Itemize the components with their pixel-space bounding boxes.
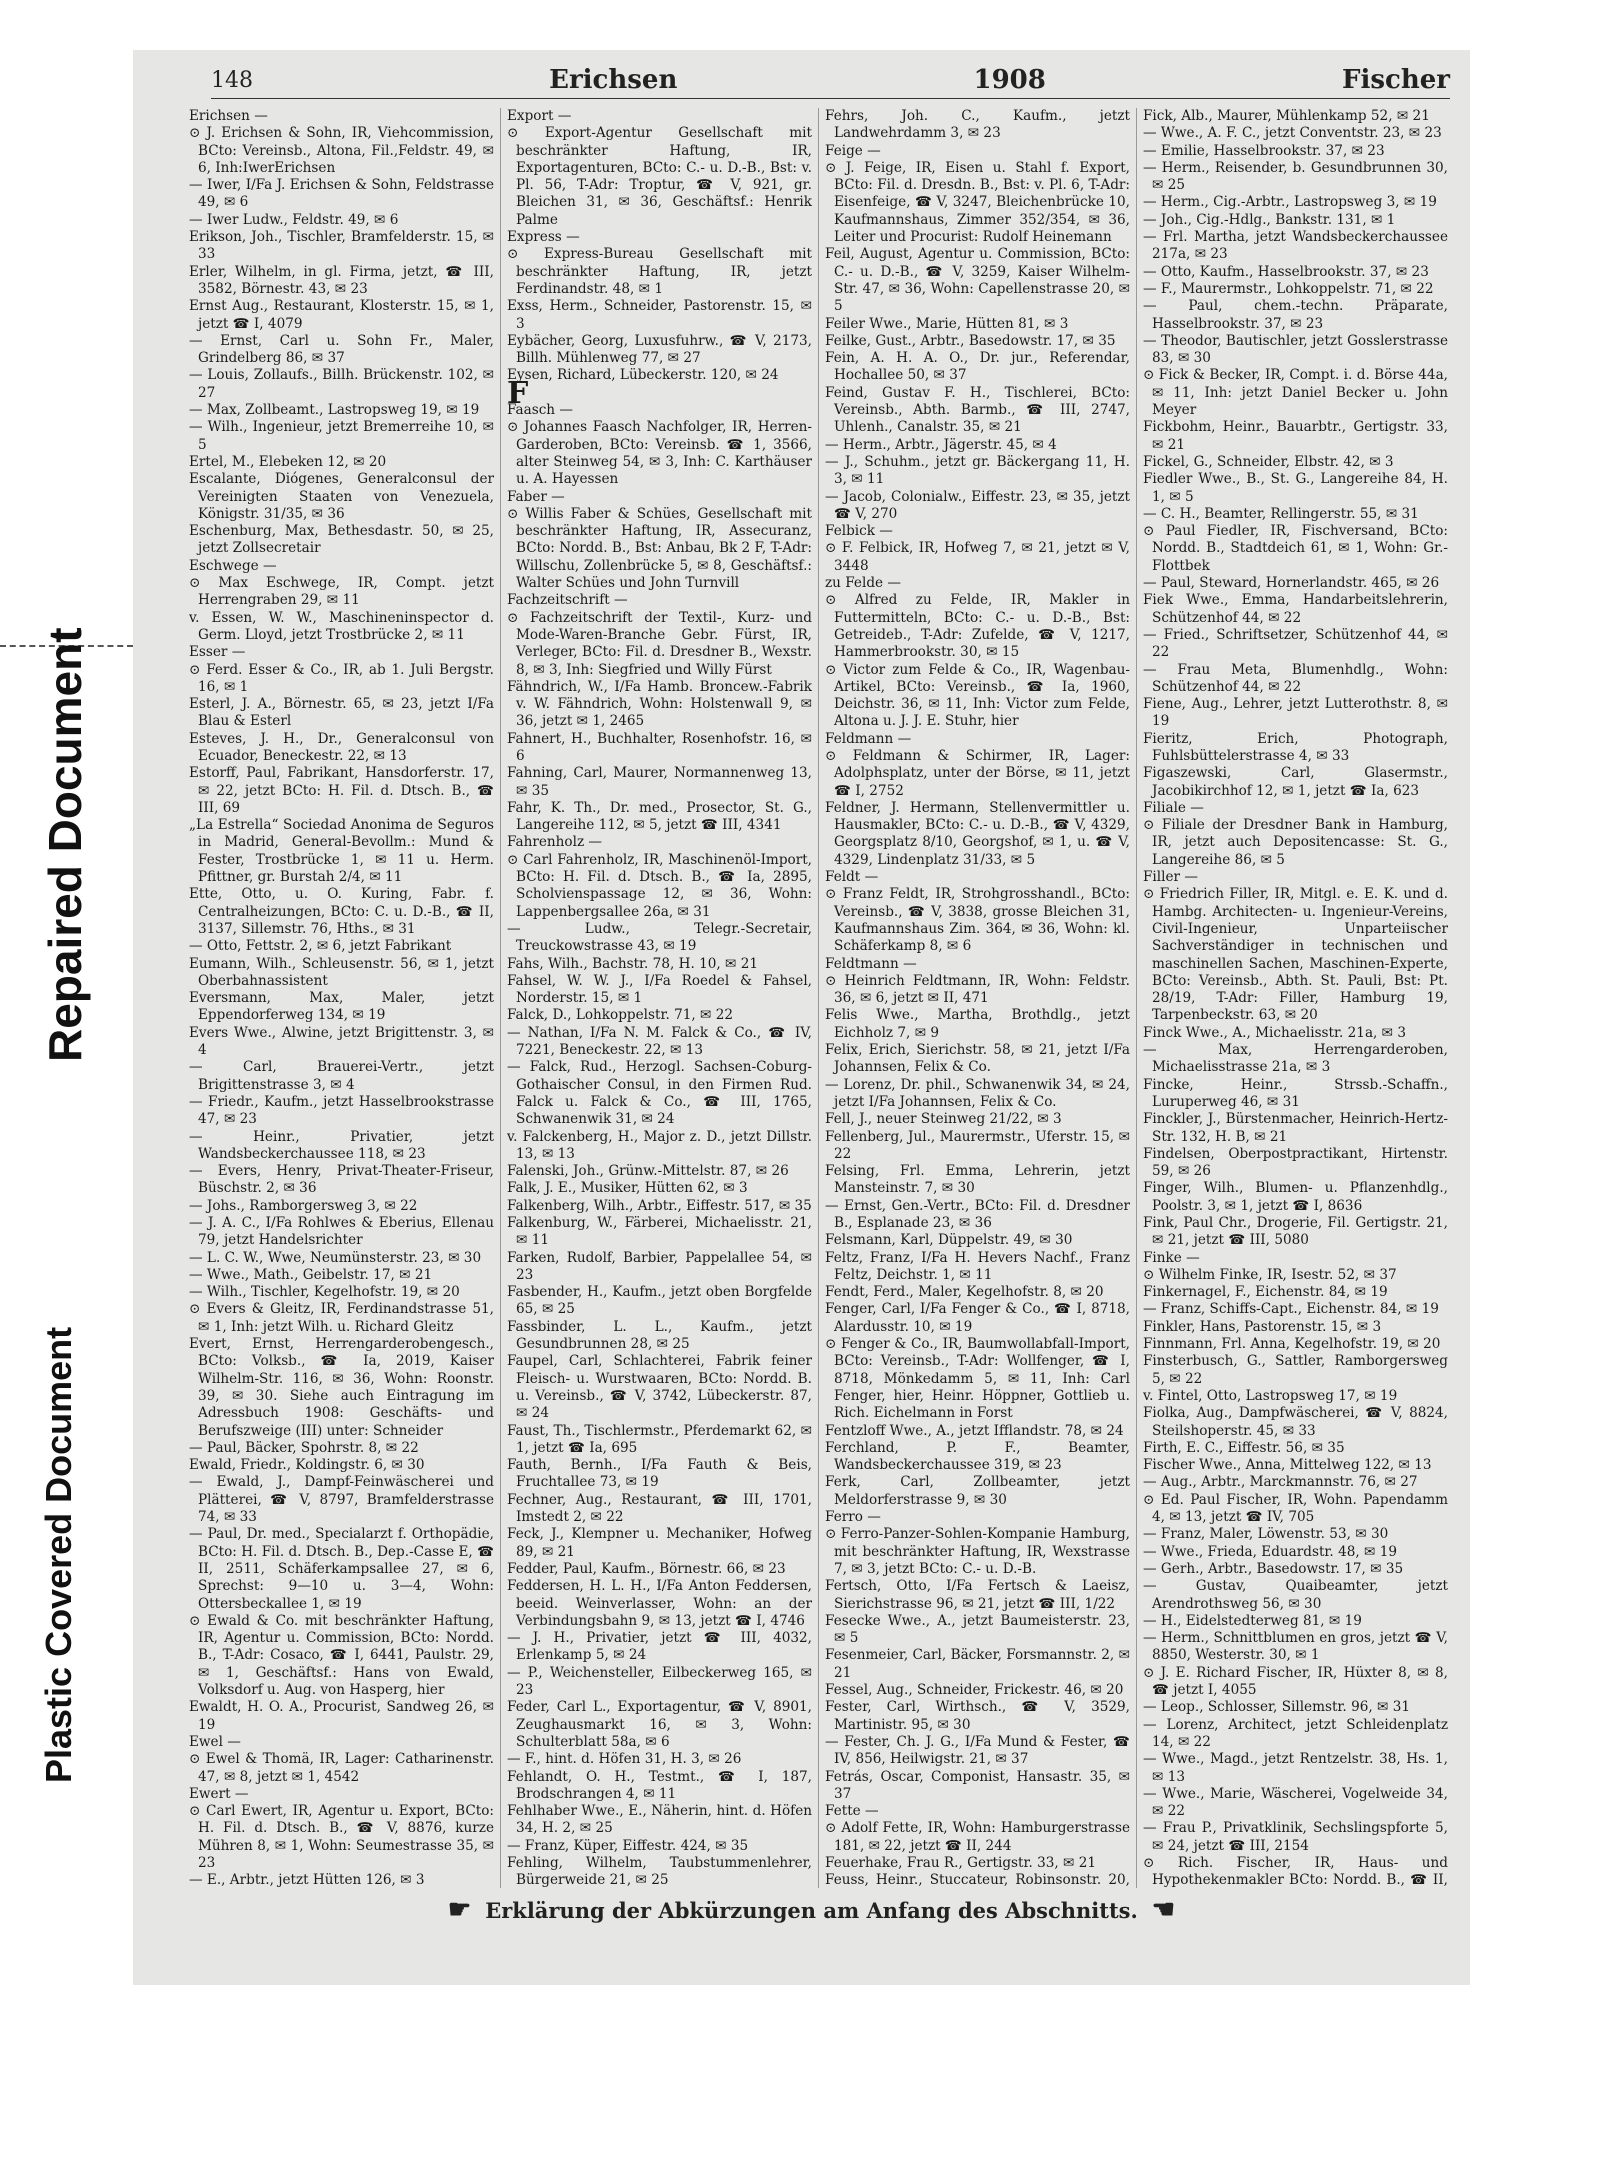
directory-entry: Feiler Wwe., Marie, Hütten 81, ✉ 3: [825, 315, 1069, 332]
directory-entry: v. Fintel, Otto, Lastropsweg 17, ✉ 19: [1143, 1387, 1398, 1404]
directory-entry: Fiek Wwe., Emma, Handarbeitslehrerin, Schützenhof 44, ✉ 22: [1143, 592, 1448, 626]
directory-entry: ⊙ Alfred zu Felde, IR, Makler in Futtermitteln, BCto: C.- u. D.-B., Bst: Getreideb., T-Adr: Zufelde, ☎ V, 1217, Hammerbrookstr. 30, ✉ 15: [825, 592, 1130, 661]
directory-entry: — E., Arbtr., jetzt Hütten 126, ✉ 3: [189, 1872, 425, 1888]
directory-entry: ⊙ Ewald & Co. mit beschränkter Haftung, IR, Agentur u. Commission, BCto: Nordd. B., T-Adr: Cosaco, ☎ I, 6441, Paulstr. 29, ✉ 1, Geschäftsf.: Hans von Ewald, Volksdorf u. Aug. von Hasperg, hier: [189, 1612, 494, 1699]
directory-entry: ⊙ Max Eschwege, IR, Compt. jetzt Herrengraben 29, ✉ 11: [189, 575, 494, 609]
header-last-entry: Fischer: [1342, 65, 1450, 95]
directory-entry: Finger, Wilh., Blumen- u. Pflanzenhdlg., Poolstr. 3, ✉ 1, jetzt ☎ I, 8636: [1143, 1180, 1448, 1214]
directory-entry: ⊙ J. Feige, IR, Eisen u. Stahl f. Export, BCto: Fil. d. Dresdn. B., Bst: v. Pl. 6, T-Adr: Eisenfeige, ☎ V, 3247, Bleichenbrücke 10, Kaufmannshaus, Zimmer 352/354, ✉ 36, Leiter und Procurist: Rudolf Heinemann: [825, 159, 1130, 246]
directory-entry: Feder, Carl L., Exportagentur, ☎ V, 8901, Zeughausmarkt 16, ✉ 3, Wohn: Schulterblatt 58a, ✉ 6: [507, 1699, 812, 1750]
directory-entry: Evers Wwe., Alwine, jetzt Brigittenstr. 3, ✉ 4: [189, 1024, 494, 1059]
directory-entry: — Ernst, Gen.-Vertr., BCto: Fil. d. Dresdner B., Esplanade 23, ✉ 36: [825, 1197, 1130, 1231]
directory-entry: Fahsel, W. W. J., I/Fa Roedel & Fahsel, Norderstr. 15, ✉ 1: [507, 972, 812, 1007]
directory-entry: ⊙ Paul Fiedler, IR, Fischversand, BCto: Nordd. B., Stadtdeich 61, ✉ 1, Wohn: Gr.-Flottbek: [1143, 523, 1448, 574]
directory-entry: Fenger, Carl, I/Fa Fenger & Co., ☎ I, 8718, Alardusstr. 10, ✉ 19: [825, 1301, 1130, 1335]
directory-entry: — Fried., Schriftsetzer, Schützenhof 44, ✉ 22: [1143, 626, 1448, 661]
directory-entry: Export —: [507, 108, 572, 124]
directory-entry: — Herm., Reisender, b. Gesundbrunnen 30, ✉ 25: [1143, 159, 1448, 194]
directory-entry: „La Estrella“ Sociedad Anonima de Seguros in Madrid, General-Bevollm.: Mund & Fester, Trostbrücke 1, ✉ 11 u. Herm. Pfittner, gr. Burstah 2/4, ✉ 11: [189, 817, 494, 886]
directory-entry: Feilke, Gust., Arbtr., Basedowstr. 17, ✉ 35: [825, 332, 1116, 349]
directory-entry: Evert, Ernst, Herrengarderobengesch., BCto: Volksb., ☎ Ia, 2019, Kaiser Wilhelm-Str. 116, ✉ 36, Wohn: Roonstr. 39, ✉ 30. Siehe auch Eintragung im Adressbuch 1908: Geschäfts- und Berufszweige (III) unter: Schneider: [189, 1336, 494, 1439]
directory-entry: Fentzloff Wwe., A., jetzt Ifflandstr. 78, ✉ 24: [825, 1422, 1124, 1439]
directory-entry: ⊙ Franz Feldt, IR, Strohgrosshandl., BCto: Vereinsb., ☎ V, 3838, grosse Bleichen 31, Kaufmannshaus Zim. 364, ✉ 36, Wohn: kl. Schäferkamp 8, ✉ 6: [825, 886, 1130, 955]
directory-entry: — Emilie, Hasselbrookstr. 37, ✉ 23: [1143, 142, 1385, 159]
directory-entry: — Gerh., Arbtr., Basedowstr. 17, ✉ 35: [1143, 1560, 1404, 1577]
directory-entry: Eysen, Richard, Lübeckerstr. 120, ✉ 24: [507, 367, 779, 384]
directory-entry: Fieritz, Erich, Photograph, Fuhlsbüttelerstrasse 4, ✉ 33: [1143, 730, 1448, 764]
directory-entry: Erler, Wilhelm, in gl. Firma, jetzt, ☎ III, 3582, Börnestr. 43, ✉ 23: [189, 263, 494, 297]
directory-entry: Fahs, Wilh., Bachstr. 78, H. 10, ✉ 21: [507, 955, 759, 972]
directory-entry: ⊙ Friedrich Filler, IR, Mitgl. e. E. K. und d. Hambg. Architecten- u. Ingenieur-Vereins, Civil-Ingenieur, Unparteiischer Sachverständiger in technischen und maschinellen Sachen, Maschinen-Experte, BCto: Vereinsb., Abth. St. Pauli, Bst: Pt. 28/19, T-Adr: Filler, Hamburg 19, Tarpenbeckstr. 63, ✉ 20: [1143, 886, 1448, 1024]
directory-entry: Finkler, Hans, Pastorenstr. 15, ✉ 3: [1143, 1318, 1382, 1335]
page-footer: [193, 1895, 1430, 1925]
directory-entry: Ferchland, P. F., Beamter, Wandsbeckerchaussee 319, ✉ 23: [825, 1439, 1130, 1474]
directory-entry: — Franz, Küper, Eiffestr. 424, ✉ 35: [507, 1837, 749, 1854]
directory-entry: Feldmann —: [825, 730, 912, 747]
directory-entry: Express —: [507, 229, 580, 246]
directory-entry: — Herm., Arbtr., Jägerstr. 45, ✉ 4: [825, 436, 1057, 453]
directory-entry: Fassbinder, L. L., Kaufm., jetzt Gesundbrunnen 28, ✉ 25: [507, 1318, 812, 1353]
directory-entry: Esser —: [189, 644, 246, 661]
directory-entry: — Lorenz, Dr. phil., Schwanenwik 34, ✉ 24, jetzt I/Fa Johannsen, Felix & Co.: [825, 1076, 1130, 1110]
directory-entry: ⊙ Fenger & Co., IR, Baumwollabfall-Import, BCto: Vereinsb., T-Adr: Wollfenger, ☎ I, 8718, Mönkedamm 5, ✉ 11, Inh: Carl Fenger, hier, Heinr. Höppner, Gottlieb u. Rich. Eichelmann in Forst: [825, 1336, 1130, 1422]
directory-entry: — Max, Herrengarderoben, Michaelisstrasse 21a, ✉ 3: [1143, 1042, 1448, 1076]
directory-entry: Fessel, Aug., Schneider, Frickestr. 46, ✉ 20: [825, 1682, 1124, 1699]
directory-entry: ⊙ Feldmann & Schirmer, IR, Lager: Adolphsplatz, unter der Börse, ✉ 11, jetzt ☎ I, 2752: [825, 747, 1130, 799]
directory-entry: Feck, J., Klempner u. Mechaniker, Hofweg 89, ✉ 21: [507, 1526, 812, 1560]
directory-entry: — C. H., Beamter, Rellingerstr. 55, ✉ 31: [1143, 505, 1419, 522]
directory-entry: Ernst Aug., Restaurant, Klosterstr. 15, ✉ 1, jetzt ☎ I, 4079: [189, 298, 494, 332]
directory-entry: Figaszewski, Carl, Glasermstr., Jacobikirchhof 12, ✉ 1, jetzt ☎ Ia, 623: [1143, 765, 1448, 799]
directory-entry: ⊙ Carl Ewert, IR, Agentur u. Export, BCto: H. Fil. d. Dtsch. B., ☎ V, 8876, kurze Mühren 8, ✉ 1, Wohn: Seumestrasse 35, ✉ 23: [189, 1803, 494, 1871]
directory-entry: — Lorenz, Architect, jetzt Schleidenplatz 14, ✉ 22: [1143, 1716, 1448, 1750]
directory-entry: Fechner, Aug., Restaurant, ☎ III, 1701, Imstedt 2, ✉ 22: [507, 1491, 812, 1526]
directory-entry: Fauth, Bernh., I/Fa Fauth & Beis, Fruchtallee 73, ✉ 19: [507, 1457, 812, 1491]
directory-entry: — J., Schuhm., jetzt gr. Bäckergang 11, H. 3, ✉ 11: [825, 453, 1130, 488]
directory-entry: Ewald, Friedr., Koldingstr. 6, ✉ 30: [189, 1457, 425, 1474]
directory-entry: — Herm., Cig.-Arbtr., Lastropsweg 3, ✉ 19: [1143, 194, 1437, 211]
directory-entry: Eybächer, Georg, Luxusfuhrw., ☎ V, 2173, Billh. Mühlenweg 77, ✉ 27: [507, 332, 812, 367]
directory-entry: Faber —: [507, 488, 565, 505]
directory-entry: — Frl. Martha, jetzt Wandsbeckerchaussee 217a, ✉ 23: [1143, 229, 1448, 263]
directory-entry: ⊙ Victor zum Felde & Co., IR, Wagenbau-Artikel, BCto: Vereinsb., ☎ Ia, 1960, Deichstr. 36, ✉ 11, Inh: Victor zum Felde, Altona u. J. J. E. Stuhr, hier: [825, 661, 1130, 730]
directory-entry: Fehlandt, O. H., Testmt., ☎ I, 187, Brodschrangen 4, ✉ 11: [507, 1768, 812, 1802]
directory-entry: Findelsen, Oberpostpractikant, Hirtenstr. 59, ✉ 26: [1143, 1145, 1448, 1180]
directory-entry: Fellenberg, Jul., Maurermstr., Uferstr. 15, ✉ 22: [825, 1128, 1130, 1162]
directory-entry: Exss, Herm., Schneider, Pastorenstr. 15, ✉ 3: [507, 298, 812, 332]
directory-entry: Erikson, Joh., Tischler, Bramfelderstr. 15, ✉ 33: [189, 229, 494, 263]
directory-entry: Falk, J. E., Musiker, Hütten 62, ✉ 3: [507, 1180, 748, 1197]
directory-entry: Felsmann, Karl, Düppelstr. 49, ✉ 30: [825, 1232, 1073, 1249]
directory-entry: Faasch —: [507, 402, 573, 419]
entry-columns: [189, 108, 1454, 1888]
directory-entry: — Wwe., Marie, Wäscherei, Vogelweide 34, ✉ 22: [1143, 1785, 1448, 1820]
directory-entry: Finkernagel, F., Eichenstr. 84, ✉ 19: [1143, 1284, 1388, 1301]
directory-entry: Eumann, Wilh., Schleusenstr. 56, ✉ 1, jetzt Oberbahnassistent: [189, 955, 494, 989]
directory-entry: Fehrs, Joh. C., Kaufm., jetzt Landwehrdamm 3, ✉ 23: [825, 108, 1130, 142]
directory-entry: Fasbender, H., Kaufm., jetzt oben Borgfelde 65, ✉ 25: [507, 1284, 812, 1318]
directory-entry: Falkenberg, Wilh., Arbtr., Eiffestr. 517, ✉ 35: [507, 1197, 812, 1214]
directory-entry: Esteves, J. H., Dr., Generalconsul von Ecuador, Beneckestr. 22, ✉ 13: [189, 730, 494, 764]
directory-entry: Ewaldt, H. O. A., Procurist, Sandweg 26, ✉ 19: [189, 1699, 494, 1733]
directory-entry: Feuss, Heinr., Stuccateur, Robinsonstr. 20,: [825, 1872, 1130, 1888]
directory-entry: Fickel, G., Schneider, Elbstr. 42, ✉ 3: [1143, 453, 1394, 470]
directory-entry: — Nathan, I/Fa N. M. Falck & Co., ☎ IV, 7221, Beneckestr. 22, ✉ 13: [507, 1024, 812, 1059]
directory-entry: zu Felde —: [825, 575, 901, 592]
directory-entry: Finke —: [1143, 1249, 1200, 1266]
directory-entry: Finckler, J., Bürstenmacher, Heinrich-Hertz-Str. 132, H. B, ✉ 21: [1143, 1111, 1448, 1145]
directory-entry: — J. H., Privatier, jetzt ☎ III, 4032, Erlenkamp 5, ✉ 24: [507, 1630, 812, 1664]
directory-entry: Fahrenholz —: [507, 834, 603, 851]
directory-entry: — Gustav, Quaibeamter, jetzt Arendrothsweg 56, ✉ 30: [1143, 1578, 1448, 1612]
column-1: [189, 108, 501, 1888]
directory-entry: — Leop., Schlosser, Sillemstr. 96, ✉ 31: [1143, 1699, 1411, 1716]
directory-entry: — Ernst, Carl u. Sohn Fr., Maler, Grindelberg 86, ✉ 37: [189, 332, 494, 367]
directory-entry: Feldner, J. Hermann, Stellenvermittler u. Hausmakler, BCto: C.- u. D.-B., ☎ V, 4329, Georgsplatz 8/10, Georgshof, ✉ 1, u. ☎ V, 4329, Lindenplatz 31/33, ✉ 5: [825, 799, 1130, 868]
directory-entry: — Wwe., Magd., jetzt Rentzelstr. 38, Hs. 1, ✉ 13: [1143, 1751, 1448, 1785]
directory-entry: Fette —: [825, 1803, 879, 1820]
directory-entry: Fendt, Ferd., Maler, Kegelhofstr. 8, ✉ 20: [825, 1284, 1104, 1301]
directory-entry: Ewert —: [189, 1785, 249, 1802]
directory-entry: — Otto, Kaufm., Hasselbrookstr. 37, ✉ 23: [1143, 263, 1429, 280]
directory-entry: — Franz, Maler, Löwenstr. 53, ✉ 30: [1143, 1526, 1389, 1543]
directory-entry: — F., Maurermstr., Lohkoppelstr. 71, ✉ 22: [1143, 280, 1434, 297]
directory-entry: Esterl, J. A., Börnestr. 65, ✉ 23, jetzt I/Fa Blau & Esterl: [189, 696, 494, 730]
directory-entry: Ferro —: [825, 1509, 881, 1526]
directory-entry: Fertsch, Otto, I/Fa Fertsch & Laeisz, Sierichstrasse 96, ✉ 21, jetzt ☎ III, 1/22: [825, 1578, 1130, 1612]
directory-entry: Feuerhake, Frau R., Gertigstr. 33, ✉ 21: [825, 1854, 1097, 1871]
directory-entry: — Frau P., Privatklinik, Sechslingspforte 5, ✉ 24, jetzt ☎ III, 2154: [1143, 1820, 1448, 1854]
directory-entry: — Joh., Cig.-Hdlg., Bankstr. 131, ✉ 1: [1143, 211, 1396, 228]
directory-entry: Fehling, Wilhelm, Taubstummenlehrer, Bürgerweide 21, ✉ 25: [507, 1854, 812, 1888]
directory-entry: — Herm., Schnittblumen en gros, jetzt ☎ V, 8850, Westerstr. 30, ✉ 1: [1143, 1630, 1448, 1664]
directory-entry: Feldtmann —: [825, 955, 917, 972]
directory-entry: Filiale —: [1143, 799, 1204, 816]
directory-entry: ⊙ J. E. Richard Fischer, IR, Hüxter 8, ✉ 8, ☎ jetzt I, 4055: [1143, 1664, 1448, 1699]
directory-entry: ⊙ Export-Agentur Gesellschaft mit beschränkter Haftung, IR, Exportagenturen, BCto: C.- u. D.-B., Bst: v. Pl. 56, T-Adr: Troptur, ☎ V, 921, gr. Bleichen 31, ✉ 36, Geschäftsf.: Henrik Palme: [507, 125, 812, 228]
directory-entry: Fesenmeier, Carl, Bäcker, Forsmannstr. 2, ✉ 21: [825, 1647, 1130, 1681]
directory-entry: Falck, D., Lohkoppelstr. 71, ✉ 22: [507, 1007, 734, 1024]
directory-entry: Eschenburg, Max, Bethesdastr. 50, ✉ 25, jetzt Zollsecretair: [189, 523, 494, 557]
directory-entry: Feddersen, H. L. H., I/Fa Anton Feddersen, beeid. Weinverlasser, Wohn: an der Verbindungsbahn 9, ✉ 13, jetzt ☎ I, 4746: [507, 1578, 812, 1629]
directory-entry: — Franz, Schiffs-Capt., Eichenstr. 84, ✉ 19: [1143, 1301, 1439, 1318]
directory-entry: — Otto, Fettstr. 2, ✉ 6, jetzt Fabrikant: [189, 938, 452, 955]
directory-entry: Feltz, Franz, I/Fa H. Hevers Nachf., Franz Feltz, Deichstr. 1, ✉ 11: [825, 1249, 1130, 1283]
directory-entry: v. Falckenberg, H., Major z. D., jetzt Dillstr. 13, ✉ 13: [507, 1128, 812, 1162]
directory-entry: — Iwer Ludw., Feldstr. 49, ✉ 6: [189, 211, 399, 228]
directory-entry: Fiene, Aug., Lehrer, jetzt Lutterothstr. 8, ✉ 19: [1143, 696, 1448, 730]
directory-entry: Fischer Wwe., Anna, Mittelweg 122, ✉ 13: [1143, 1457, 1432, 1474]
directory-entry: ⊙ Adolf Fette, IR, Wohn: Hamburgerstrasse 181, ✉ 22, jetzt ☎ II, 244: [825, 1820, 1130, 1854]
directory-entry: Felix, Erich, Sierichstr. 58, ✉ 21, jetzt I/Fa Johannsen, Felix & Co.: [825, 1042, 1130, 1076]
directory-entry: Fetrás, Oscar, Componist, Hansastr. 35, ✉ 37: [825, 1768, 1130, 1802]
directory-entry: Eschwege —: [189, 557, 277, 574]
directory-entry: Faupel, Carl, Schlachterei, Fabrik feiner Fleisch- u. Wurstwaaren, BCto: Nordd. B. u. Vereinsb., ☎ V, 3742, Lübeckerstr. 87, ✉ 24: [507, 1353, 812, 1422]
directory-entry: — Paul, Steward, Hornerlandstr. 465, ✉ 26: [1143, 575, 1440, 592]
directory-entry: — Wwe., Frieda, Eduardstr. 48, ✉ 19: [1143, 1543, 1398, 1560]
directory-entry: — Wwe., Math., Geibelstr. 17, ✉ 21: [189, 1266, 433, 1283]
directory-entry: ⊙ Express-Bureau Gesellschaft mit beschränkter Haftung, IR, jetzt Ferdinandstr. 48, ✉ 1: [507, 246, 812, 297]
directory-entry: Faust, Th., Tischlermstr., Pferdemarkt 62, ✉ 1, jetzt ☎ Ia, 695: [507, 1422, 812, 1456]
footer-note: Erklärung der Abkürzungen am Anfang des Abschnitts.: [485, 1897, 1138, 1923]
directory-entry: Fahning, Carl, Maurer, Normannenweg 13, ✉ 35: [507, 765, 812, 799]
directory-entry: ⊙ Ferd. Esser & Co., IR, ab 1. Juli Bergstr. 16, ✉ 1: [189, 661, 494, 695]
directory-entry: — Frau Meta, Blumenhdlg., Wohn: Schützenhof 44, ✉ 22: [1143, 661, 1448, 695]
directory-entry: Fester, Carl, Wirthsch., ☎ V, 3529, Martinistr. 95, ✉ 30: [825, 1699, 1130, 1733]
directory-entry: ⊙ Rich. Fischer, IR, Haus- und Hypothekenmakler BCto: Nordd. B., ☎ II,: [1143, 1854, 1448, 1888]
directory-entry: ⊙ J. Erichsen & Sohn, IR, Viehcommission, BCto: Vereinsb., Altona, Fil.,Feldstr. 49, ✉ 6, Inh:IwerErichsen: [189, 125, 494, 176]
directory-entry: — Fester, Ch. J. G., I/Fa Mund & Fester, ☎ IV, 856, Heilwigstr. 21, ✉ 37: [825, 1733, 1130, 1768]
directory-entry: Farken, Rudolf, Barbier, Pappelallee 54, ✉ 23: [507, 1249, 812, 1283]
directory-entry: Fink, Paul Chr., Drogerie, Fil. Gertigstr. 21, ✉ 21, jetzt ☎ III, 5080: [1143, 1215, 1448, 1249]
directory-entry: — P., Weichensteller, Eilbeckerweg 165, ✉ 23: [507, 1664, 812, 1699]
directory-entry: ⊙ Evers & Gleitz, IR, Ferdinandstrasse 51, ✉ 1, Inh: jetzt Wilh. u. Richard Gleitz: [189, 1301, 494, 1335]
directory-entry: — Aug., Arbtr., Marckmannstr. 76, ✉ 27: [1143, 1474, 1418, 1491]
column-3: [825, 108, 1137, 1888]
directory-entry: — Ewald, J., Dampf-Feinwäscherei und Plätterei, ☎ V, 8797, Bramfelderstrasse 74, ✉ 33: [189, 1474, 494, 1526]
pointing-hand-right-icon: ☛: [447, 1895, 472, 1925]
directory-entry: Feldt —: [825, 869, 879, 886]
directory-entry: — H., Eidelstedterweg 81, ✉ 19: [1143, 1612, 1362, 1629]
directory-entry: Fahnert, H., Buchhalter, Rosenhofstr. 16, ✉ 6: [507, 730, 812, 764]
directory-entry: Feil, August, Agentur u. Commission, BCto: C.- u. D.-B., ☎ V, 3259, Kaiser Wilhelm-Str. 47, ✉ 36, Wohn: Capellenstrasse 20, ✉ 5: [825, 246, 1130, 315]
directory-entry: ⊙ Heinrich Feldtmann, IR, Wohn: Feldstr. 36, ✉ 6, jetzt ✉ II, 471: [825, 972, 1130, 1007]
directory-entry: — Jacob, Colonialw., Eiffestr. 23, ✉ 35, jetzt ☎ V, 270: [825, 488, 1130, 522]
directory-entry: Fähndrich, W., I/Fa Hamb. Broncew.-Fabrik v. W. Fähndrich, Wohn: Holstenwall 9, ✉ 36, jetzt ✉ 1, 2465: [507, 678, 812, 730]
directory-entry: Fell, J., neuer Steinweg 21/22, ✉ 3: [825, 1111, 1062, 1128]
directory-entry: ⊙ Johannes Faasch Nachfolger, IR, Herren-Garderoben, BCto: Vereinsb. ☎ 1, 3566, alter Steinweg 54, ✉ 3, Inh: C. Karthäuser u. A. Hayessen: [507, 419, 812, 488]
directory-entry: Fedder, Paul, Kaufm., Börnestr. 66, ✉ 23: [507, 1560, 786, 1577]
directory-entry: — Heinr., Privatier, jetzt Wandsbeckerchaussee 118, ✉ 23: [189, 1128, 494, 1162]
directory-entry: ⊙ Wilhelm Finke, IR, Isestr. 52, ✉ 37: [1143, 1266, 1397, 1283]
directory-entry: Ferk, Carl, Zollbeamter, jetzt Meldorferstrasse 9, ✉ 30: [825, 1474, 1130, 1508]
page-number: 148: [211, 67, 253, 93]
directory-entry: — Max, Zollbeamt., Lastropsweg 19, ✉ 19: [189, 402, 480, 419]
directory-entry: — Evers, Henry, Privat-Theater-Friseur, Büschstr. 2, ✉ 36: [189, 1163, 494, 1197]
directory-entry: Eversmann, Max, Maler, jetzt Eppendorferweg 134, ✉ 19: [189, 990, 494, 1024]
pointing-hand-left-icon: ☚: [1151, 1895, 1176, 1925]
directory-entry: — J. A. C., I/Fa Rohlwes & Eberius, Ellenau 79, jetzt Handelsrichter: [189, 1215, 494, 1249]
directory-entry: ⊙ Fachzeitschrift der Textil-, Kurz- und Mode-Waren-Branche Gebr. Fürst, IR, Verleger, BCto: Fil. d. Dresdner B., Wexstr. 8, ✉ 3, Inh: Siegfried und Willy Fürst: [507, 609, 812, 678]
directory-entry: Ertel, M., Elebeken 12, ✉ 20: [189, 453, 387, 470]
section-letter: F: [507, 375, 529, 411]
directory-entry: Fincke, Heinr., Strssb.-Schaffn., Luruperweg 46, ✉ 31: [1143, 1076, 1448, 1110]
column-2: [507, 108, 819, 1888]
directory-entry: — L. C. W., Wwe, Neumünsterstr. 23, ✉ 30: [189, 1249, 482, 1266]
plastic-covered-document-label: Plastic Covered Document: [38, 1326, 79, 1783]
directory-entry: Fiedler Wwe., B., St. G., Langereihe 84, H. 1, ✉ 5: [1143, 471, 1448, 505]
directory-entry: — F., hint. d. Höfen 31, H. 3, ✉ 26: [507, 1751, 742, 1768]
directory-entry: — Johs., Ramborgersweg 3, ✉ 22: [189, 1197, 418, 1214]
directory-entry: — Friedr., Kaufm., jetzt Hasselbrookstrasse 47, ✉ 23: [189, 1093, 494, 1128]
directory-entry: Finck Wwe., A., Michaelisstr. 21a, ✉ 3: [1143, 1024, 1407, 1041]
directory-entry: Erichsen —: [189, 108, 268, 124]
directory-entry: ⊙ Fick & Becker, IR, Compt. i. d. Börse 44a, ✉ 11, Inh: jetzt Daniel Becker u. John Meyer: [1143, 367, 1448, 419]
directory-entry: ⊙ Ed. Paul Fischer, IR, Wohn. Papendamm 4, ✉ 13, jetzt ☎ IV, 705: [1143, 1491, 1448, 1526]
directory-entry: Fahr, K. Th., Dr. med., Prosector, St. G., Langereihe 112, ✉ 5, jetzt ☎ III, 4341: [507, 799, 812, 834]
directory-entry: Fachzeitschrift —: [507, 592, 628, 609]
directory-entry: ⊙ F. Felbick, IR, Hofweg 7, ✉ 21, jetzt ✉ V, 3448: [825, 540, 1130, 574]
directory-entry: Fick, Alb., Maurer, Mühlenkamp 52, ✉ 21: [1143, 108, 1430, 124]
directory-entry: Estorff, Paul, Fabrikant, Hansdorferstr. 17, ✉ 22, jetzt BCto: H. Fil. d. Dtsch. B., ☎ III, 69: [189, 765, 494, 816]
directory-entry: ⊙ Ewel & Thomä, IR, Lager: Catharinenstr. 47, ✉ 8, jetzt ✉ 1, 4542: [189, 1751, 494, 1785]
directory-page: [133, 50, 1470, 1985]
directory-entry: — Iwer, I/Fa J. Erichsen & Sohn, Feldstrasse 49, ✉ 6: [189, 177, 494, 211]
directory-entry: Falenski, Joh., Grünw.-Mittelstr. 87, ✉ 26: [507, 1163, 789, 1180]
column-4: [1143, 108, 1454, 1888]
directory-entry: Feige —: [825, 142, 881, 159]
directory-entry: Fehlhaber Wwe., E., Näherin, hint. d. Höfen 34, H. 2, ✉ 25: [507, 1803, 812, 1837]
directory-entry: ⊙ Ferro-Panzer-Sohlen-Kompanie Hamburg, mit beschränkter Haftung, IR, Wexstrasse 7, ✉ 3, jetzt BCto: C.- u. D.-B.: [825, 1526, 1130, 1577]
directory-entry: — Louis, Zollaufs., Billh. Brückenstr. 102, ✉ 27: [189, 367, 494, 401]
page-header: [211, 62, 1450, 99]
directory-entry: — Wwe., A. F. C., jetzt Conventstr. 23, ✉ 23: [1143, 125, 1442, 142]
directory-entry: — Theodor, Bautischler, jetzt Gosslerstrasse 83, ✉ 30: [1143, 332, 1448, 367]
directory-entry: Felis Wwe., Martha, Brothdlg., jetzt Eichholz 7, ✉ 9: [825, 1007, 1130, 1041]
directory-entry: Fesecke Wwe., A., jetzt Baumeisterstr. 23, ✉ 5: [825, 1612, 1130, 1647]
directory-entry: — Paul, Bäcker, Spohrstr. 8, ✉ 22: [189, 1439, 419, 1456]
directory-entry: — Falck, Rud., Herzogl. Sachsen-Coburg-Gothaischer Consul, in den Firmen Rud. Falck u. Falck & Co., ☎ III, 1765, Schwanenwik 31, ✉ 24: [507, 1059, 812, 1128]
directory-entry: v. Essen, W. W., Maschineninspector d. Germ. Lloyd, jetzt Trostbrücke 2, ✉ 11: [189, 609, 494, 643]
directory-entry: — Carl, Brauerei-Vertr., jetzt Brigittenstrasse 3, ✉ 4: [189, 1059, 494, 1093]
directory-entry: Fiolka, Aug., Dampfwäscherei, ☎ V, 8824, Steilshoperstr. 45, ✉ 33: [1143, 1405, 1448, 1439]
directory-entry: Filler —: [1143, 869, 1198, 886]
directory-entry: Ewel —: [189, 1733, 241, 1750]
directory-entry: Escalante, Diógenes, Generalconsul der Vereinigten Staaten von Venezuela, Königstr. 31/35, ✉ 36: [189, 471, 494, 522]
directory-entry: — Paul, chem.-techn. Präparate, Hasselbrookstr. 37, ✉ 23: [1143, 298, 1448, 332]
directory-entry: — Paul, Dr. med., Specialarzt f. Orthopädie, BCto: H. Fil. d. Dtsch. B., Dep.-Casse E, ☎ II, 2511, Schäferkampsallee 27, ✉ 6, Sprechst: 9—10 u. 3—4, Wohn: Ottersbeckallee 1, ✉ 19: [189, 1526, 494, 1612]
scan-margin: [0, 0, 133, 2177]
directory-entry: Fein, A. H. A. O., Dr. jur., Referendar, Hochallee 50, ✉ 37: [825, 350, 1130, 384]
directory-entry: Fickbohm, Heinr., Bauarbtr., Gertigstr. 33, ✉ 21: [1143, 419, 1448, 453]
directory-entry: Firth, E. C., Eiffestr. 56, ✉ 35: [1143, 1439, 1345, 1456]
directory-entry: — Ludw., Telegr.-Secretair, Treuckowstrasse 43, ✉ 19: [507, 920, 812, 955]
directory-entry: Felbick —: [825, 523, 893, 540]
directory-entry: Felsing, Frl. Emma, Lehrerin, jetzt Mansteinstr. 7, ✉ 30: [825, 1163, 1130, 1197]
directory-entry: ⊙ Filiale der Dresdner Bank in Hamburg, IR, jetzt auch Depositencasse: St. G., Langereihe 86, ✉ 5: [1143, 817, 1448, 868]
directory-entry: Finsterbusch, G., Sattler, Ramborgersweg 5, ✉ 22: [1143, 1353, 1448, 1387]
directory-entry: — Wilh., Ingenieur, jetzt Bremerreihe 10, ✉ 5: [189, 419, 494, 453]
directory-entry: ⊙ Willis Faber & Schües, Gesellschaft mit beschränkter Haftung, IR, Assecuranz, BCto: Nordd. B., Bst: Anbau, Bk 2 F, T-Adr: Willschu, Zollenbrücke 5, ✉ 8, Geschäftsf.: Walter Schües und John Turnvill: [507, 505, 812, 592]
directory-entry: Feind, Gustav F. H., Tischlerei, BCto: Vereinsb., Abth. Barmb., ☎ III, 2747, Uhlenh., Canalstr. 35, ✉ 21: [825, 384, 1130, 436]
directory-entry: Ette, Otto, u. O. Kuring, Fabr. f. Centralheizungen, BCto: C. u. D.-B., ☎ II, 3137, Sillemstr. 76, Hths., ✉ 31: [189, 886, 494, 937]
directory-entry: Falkenburg, W., Färberei, Michaelisstr. 21, ✉ 11: [507, 1215, 812, 1249]
header-first-entry: Erichsen: [549, 65, 678, 95]
repaired-document-label: Repaired Document: [39, 627, 91, 1062]
directory-entry: — Wilh., Tischler, Kegelhofstr. 19, ✉ 20: [189, 1284, 460, 1301]
directory-entry: ⊙ Carl Fahrenholz, IR, Maschinenöl-Import, BCto: H. Fil. d. Dtsch. B., ☎ Ia, 2895, Scholvienspassage 12, ✉ 36, Wohn: Lappenbergsallee 26a, ✉ 31: [507, 851, 812, 920]
header-year: 1908: [973, 65, 1046, 95]
directory-entry: Finnmann, Frl. Anna, Kegelhofstr. 19, ✉ 20: [1143, 1336, 1441, 1353]
